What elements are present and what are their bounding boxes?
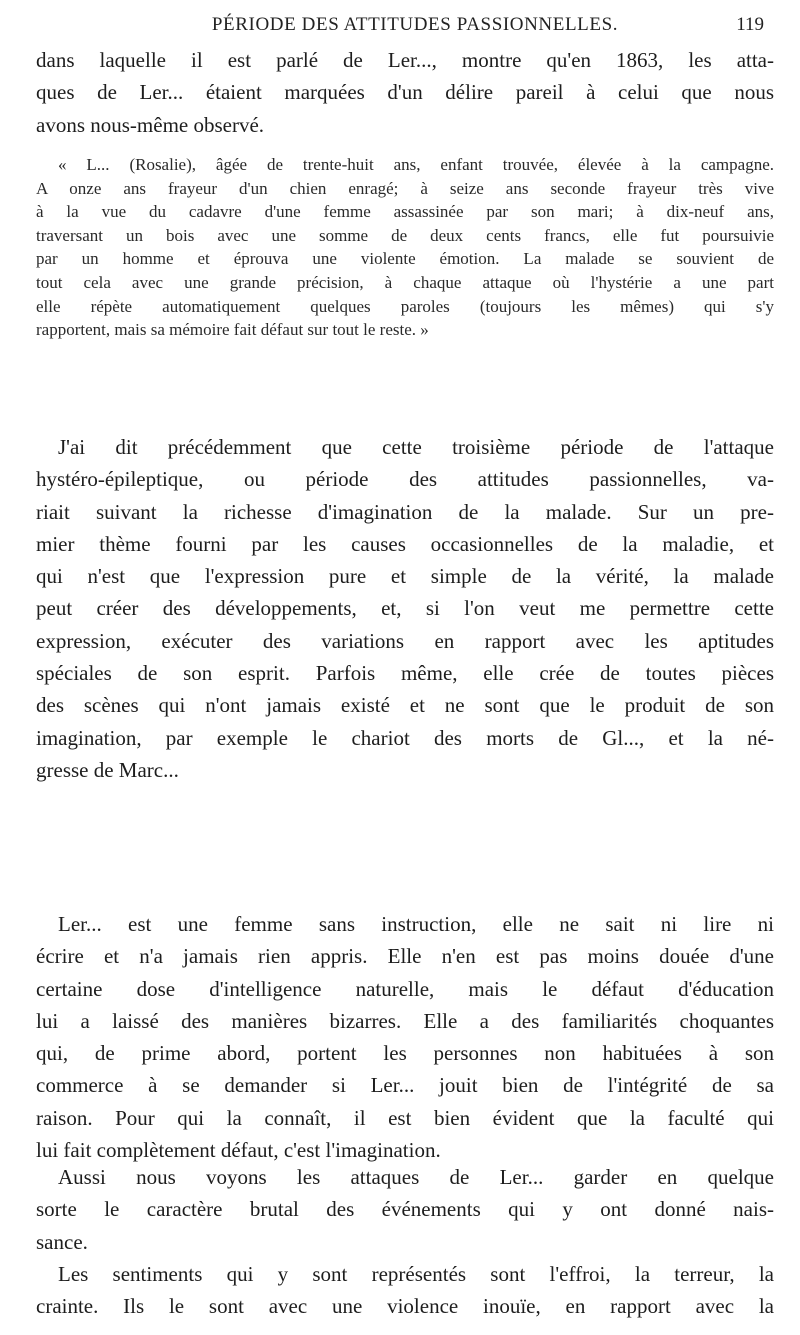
- text-line: peut créer des développements, et, si l'on veut me permettre cette: [36, 596, 774, 621]
- text-line: mier thème fourni par les causes occasionnelles de la maladie, et: [36, 531, 774, 556]
- text-line: ques de Ler... étaient marquées d'un délire pareil à celui que nous: [36, 80, 774, 105]
- quote-line: rapportent, mais sa mémoire fait défaut sur tout le reste. »: [36, 320, 429, 340]
- paragraph-ler-description: [36, 908, 774, 1166]
- case-quotation: [36, 153, 774, 342]
- text-line: crainte. Ils le sont avec une violence inouïe, en rapport avec la: [36, 1294, 774, 1319]
- text-line: J'ai dit précédemment que cette troisième période de l'attaque: [58, 435, 774, 459]
- text-line: avons nous-même observé.: [36, 112, 265, 137]
- text-line: dans laquelle il est parlé de Ler..., montre qu'en 1863, les atta-: [36, 48, 774, 72]
- text-line: expression, exécuter des variations en rapport avec les aptitudes: [36, 628, 774, 653]
- text-line: Ler... est une femme sans instruction, elle ne sait ni lire ni: [58, 912, 774, 936]
- text-line: raison. Pour qui la connaît, il est bien évident que la faculté qui: [36, 1105, 774, 1130]
- page-header: [60, 14, 770, 42]
- quote-line: par un homme et éprouva une violente émotion. La malade se souvient de: [36, 249, 774, 269]
- page-number: 119: [736, 14, 764, 35]
- text-line: certaine dose d'intelligence naturelle, mais le défaut d'éducation: [36, 976, 774, 1001]
- text-line: sance.: [36, 1229, 88, 1254]
- paragraph-attaques: [36, 1161, 774, 1258]
- paragraph-sentiments: [36, 1258, 774, 1323]
- text-line: riait suivant la richesse d'imagination de la malade. Sur un pre-: [36, 499, 774, 524]
- text-line: commerce à se demander si Ler... jouit bien de l'intégrité de sa: [36, 1073, 774, 1098]
- quote-line: A onze ans frayeur d'un chien enragé; à seize ans seconde frayeur très vive: [36, 178, 774, 198]
- text-line: des scènes qui n'ont jamais existé et ne sont que le produit de son: [36, 693, 774, 718]
- text-line: imagination, par exemple le chariot des morts de Gl..., et la né-: [36, 725, 774, 750]
- quote-line: tout cela avec une grande précision, à chaque attaque où l'hystérie a une part: [36, 272, 774, 292]
- text-line: Les sentiments qui y sont représentés sont l'effroi, la terreur, la: [58, 1262, 774, 1286]
- quote-line: à la vue du cadavre d'une femme assassinée par son mari; à dix-neuf ans,: [36, 202, 774, 222]
- text-line: gresse de Marc...: [36, 757, 179, 782]
- text-line: spéciales de son esprit. Parfois même, elle crée de toutes pièces: [36, 661, 774, 686]
- text-line: lui a laissé des manières bizarres. Elle a des familiarités choquantes: [36, 1008, 774, 1033]
- text-line: Aussi nous voyons les attaques de Ler... garder en quelque: [58, 1165, 774, 1189]
- text-line: sorte le caractère brutal des événements qui y ont donné nais-: [36, 1197, 774, 1222]
- text-line: qui n'est que l'expression pure et simple de la vérité, la malade: [36, 564, 774, 589]
- paragraph-attitudes-passionnelles: [36, 431, 774, 786]
- text-line: hystéro-épileptique, ou période des attitudes passionnelles, va-: [36, 467, 774, 492]
- quote-line: elle répète automatiquement quelques paroles (toujours les mêmes) qui s'y: [36, 296, 774, 316]
- text-line: écrire et n'a jamais rien appris. Elle n'en est pas moins douée d'une: [36, 944, 774, 969]
- text-line: qui, de prime abord, portent les personnes non habituées à son: [36, 1041, 774, 1066]
- quote-line: « L... (Rosalie), âgée de trente-huit ans, enfant trouvée, élevée à la campagne.: [58, 155, 774, 174]
- running-title: PÉRIODE DES ATTITUDES PASSIONNELLES.: [211, 14, 619, 35]
- intro-paragraph: [36, 44, 774, 141]
- text-line: lui fait complètement défaut, c'est l'imagination.: [36, 1138, 441, 1163]
- quote-line: traversant un bois avec une somme de deux cents francs, elle fut poursuivie: [36, 225, 774, 245]
